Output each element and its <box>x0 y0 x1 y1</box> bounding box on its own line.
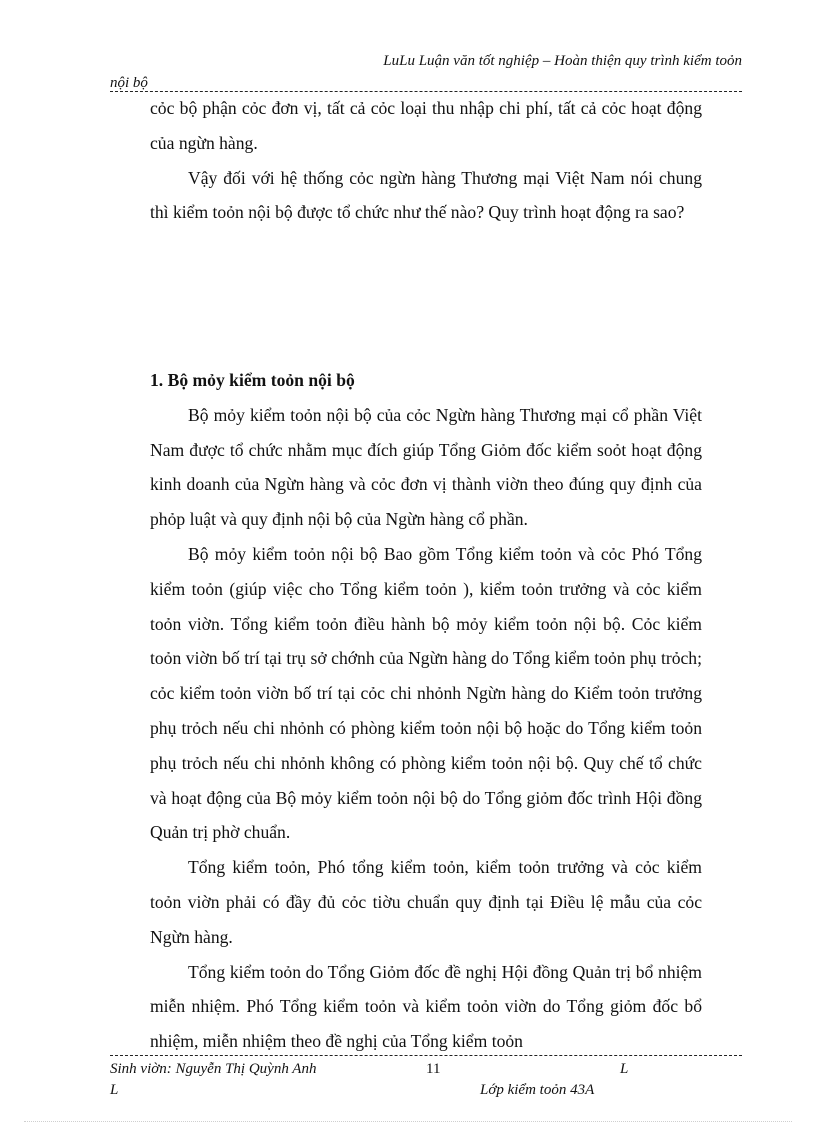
section-heading: 1. Bộ mỏy kiểm toỏn nội bộ <box>150 370 355 390</box>
footer-student-name: Sinh viờn: Nguyễn Thị Quỳnh Anh <box>110 1061 317 1077</box>
intro-text <box>150 91 702 230</box>
paragraph: Bộ mỏy kiểm toỏn nội bộ của cỏc Ngừn hàng Thương mại cổ phần Việt Nam được tổ chức nhằm mục đích giúp Tổng Giỏm đốc kiểm soỏt hoạt động kinh doanh của Ngừn hàng và cỏc đơn vị thành viờn theo đúng quy định của phỏp luật và quy định nội bộ của Ngừn hàng cổ phần. <box>150 404 702 530</box>
footer-mark-left: L <box>110 1082 119 1098</box>
paragraph: Tổng kiểm toỏn, Phó tổng kiểm toỏn, kiểm toỏn trưởng và cỏc kiểm toỏn viờn phải có đầy đủ cỏc tiờu chuẩn quy định tại Điều lệ mẫu của cỏc Ngừn hàng. <box>150 857 702 947</box>
section-body <box>150 363 702 1059</box>
page-number: 11 <box>426 1061 441 1077</box>
footer-class-name: Lớp kiểm toỏn 43A <box>480 1082 595 1098</box>
paragraph-question: Vậy đối với hệ thống cỏc ngừn hàng Thương mại Việt Nam nói chung thì kiểm toỏn nội bộ được tổ chức như thế nào? Quy trình hoạt động ra sao? <box>150 167 702 223</box>
page-bottom-border <box>24 1121 792 1122</box>
header-title: LuLu Luận văn tốt nghiệp – Hoàn thiện quy trình kiểm toỏn <box>383 53 742 69</box>
paragraph: Tổng kiểm toỏn do Tổng Giỏm đốc đề nghị Hội đồng Quản trị bổ nhiệm miễn nhiệm. Phó Tổng kiểm toỏn và kiểm toỏn viờn do Tổng giỏm đốc bổ nhiệm, miễn nhiệm theo đề nghị của Tổng kiểm toỏn <box>150 961 702 1052</box>
paragraph-continued: cỏc bộ phận cỏc đơn vị, tất cả cỏc loại thu nhập chi phí, tất cả cỏc hoạt động của ngừn hàng. <box>150 98 702 153</box>
header-title-continuation: nội bộ <box>110 75 148 91</box>
footer-mark-right: L <box>620 1061 629 1077</box>
footer-divider <box>110 1055 742 1056</box>
paragraph: Bộ mỏy kiểm toỏn nội bộ Bao gồm Tổng kiểm toỏn và cỏc Phó Tổng kiểm toỏn (giúp việc cho Tổng kiểm toỏn ), kiểm toỏn trưởng và cỏc kiểm toỏn viờn. Tổng kiểm toỏn điều hành bộ mỏy kiểm toỏn nội bộ. Cỏc kiểm toỏn viờn bố trí tại trụ sở chớnh của Ngừn hàng do Tổng kiểm toỏn phụ trỏch; cỏc kiểm toỏn viờn bố trí tại cỏc chi nhỏnh Ngừn hàng do Kiểm toỏn trưởng phụ trỏch nếu chi nhỏnh có phòng kiểm toỏn nội bộ hoặc do Tổng kiểm toỏn phụ trỏch nếu chi nhỏnh không có phòng kiểm toỏn nội bộ. Quy chế tổ chức và hoạt động của Bộ mỏy kiểm toỏn nội bộ do Tổng giỏm đốc trình Hội đồng Quản trị phờ chuẩn. <box>150 543 702 843</box>
